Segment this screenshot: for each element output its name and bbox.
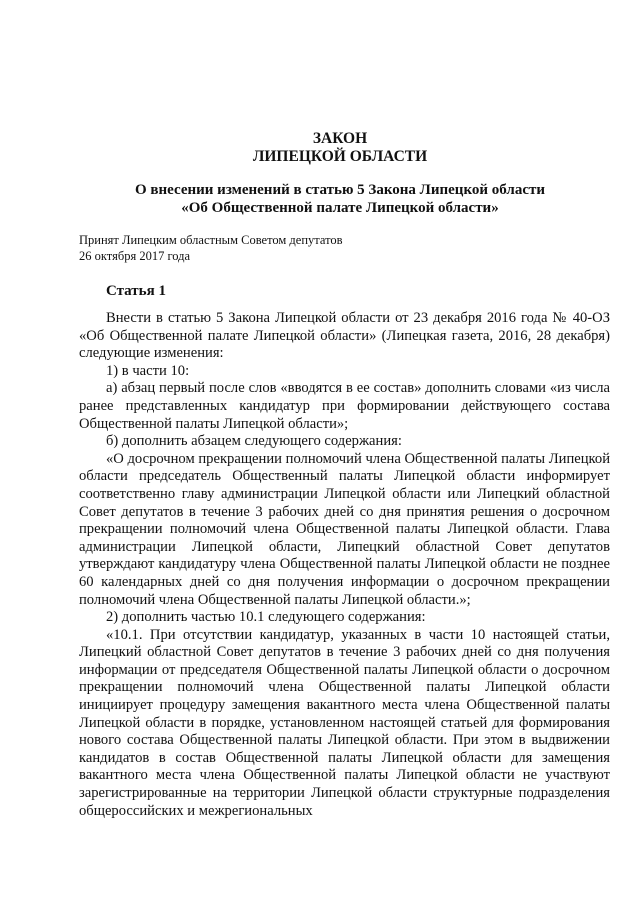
- law-title-line-2: ЛИПЕЦКОЙ ОБЛАСТИ: [252, 148, 428, 165]
- article-heading: Статья 1: [106, 283, 166, 299]
- body-paragraph: «10.1. При отсутствии кандидатур, указанных в части 10 настоящей статьи, Липецкий областной Совет депутатов в течение 3 рабочих дней со дня получения информации от председателя Общественной палаты Липецкой области о досрочном прекращении полномочий члена Общественной палаты Липецкой области инициирует процедуру замещения вакантного места члена Общественной палаты Липецкой области в порядке, установленном настоящей статьей для формирования нового состава Общественной палаты Липецкой области. При этом в выдвижении кандидатов в состав Общественной палаты Липецкой области для замещения вакантного места члена Общественной палаты Липецкой области не участвуют зарегистрированные на территории Липецкой области структурные подразделения общероссийских и межрегиональных: [79, 626, 610, 819]
- article-body: [79, 310, 610, 820]
- body-paragraph: 1) в части 10:: [106, 362, 190, 379]
- law-title-line-1: ЗАКОН: [312, 130, 368, 147]
- adoption-date: 26 октября 2017 года: [79, 249, 191, 263]
- law-subtitle-line-1: О внесении изменений в статью 5 Закона Липецкой области: [135, 182, 545, 198]
- body-paragraph: б) дополнить абзацем следующего содержания:: [106, 433, 402, 450]
- adoption-note-line-1: Принят Липецким областным Советом депутатов: [79, 233, 343, 247]
- law-subtitle-line-2: «Об Общественной палате Липецкой области»: [181, 200, 499, 216]
- law-title: [0, 130, 640, 166]
- body-paragraph: а) абзац первый после слов «вводятся в ее состав» дополнить словами «из числа ранее представленных кандидатур при формировании действующего состава Общественной палаты Липецкой области»;: [79, 380, 610, 432]
- body-paragraph: «О досрочном прекращении полномочий члена Общественной палаты Липецкой области председатель Общественный палаты Липецкой области информирует соответственно главу администрации Липецкой области или Липецкий областной Совет депутатов в течение 3 рабочих дней со дня принятия решения о досрочном прекращении полномочий члена Общественной палаты Липецкой области. Глава администрации Липецкой области, Липецкий областной Совет депутатов утверждают кандидатуру члена Общественной палаты Липецкой области не позднее 60 календарных дней со дня получения информации о досрочном прекращении полномочий члена Общественной палаты Липецкой области.»;: [79, 450, 610, 608]
- body-paragraph: 2) дополнить частью 10.1 следующего содержания:: [106, 609, 426, 626]
- body-paragraph: Внести в статью 5 Закона Липецкой области от 23 декабря 2016 года № 40-ОЗ «Об Общественной палате Липецкой области» (Липецкая газета, 2016, 28 декабря) следующие изменения:: [79, 310, 610, 362]
- law-subtitle: [0, 181, 640, 217]
- adoption-note: [79, 232, 343, 264]
